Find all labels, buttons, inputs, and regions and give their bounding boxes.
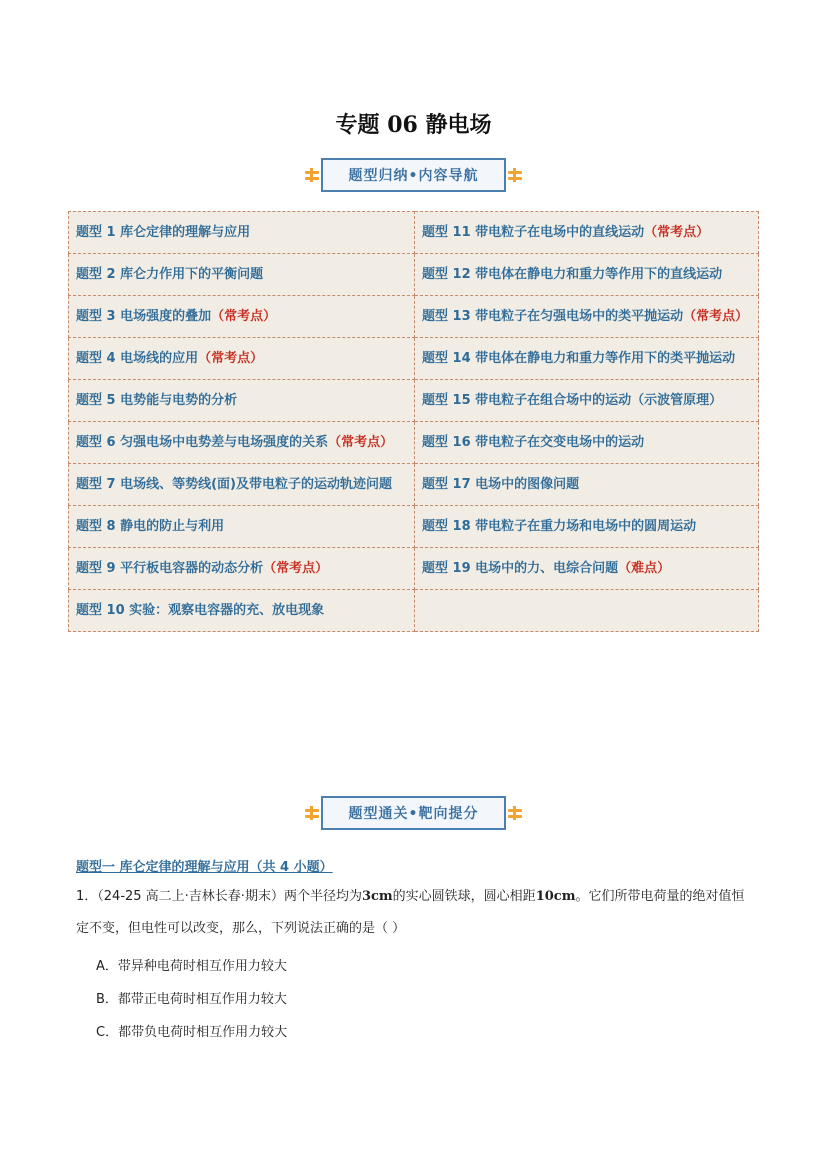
nav-cell <box>69 590 415 632</box>
topic-label: 题型 9 平行板电容器的动态分析 <box>76 561 264 576</box>
nav-row <box>69 422 759 464</box>
nav-row <box>69 212 759 254</box>
nav-cell <box>415 338 759 380</box>
nav-cell <box>69 464 415 506</box>
topic-label: 题型 13 带电粒子在匀强电场中的类平抛运动 <box>422 309 684 324</box>
topic-label: 题型 16 带电粒子在交变电场中的运动 <box>422 435 645 450</box>
topic-label: 题型 4 电场线的应用 <box>76 351 199 366</box>
option-b: B．都带正电荷时相互作用力较大 <box>96 992 287 1007</box>
nav-cell <box>415 464 759 506</box>
nav-banner-label: 题型归纳•内容导航 <box>321 158 507 192</box>
nav-cell <box>415 590 759 632</box>
banner-left-ornament-icon <box>305 806 319 820</box>
topic-navigation-table <box>68 211 759 632</box>
nav-row <box>69 380 759 422</box>
topic-label: 题型 17 电场中的图像问题 <box>422 477 580 492</box>
nav-cell <box>69 380 415 422</box>
nav-row <box>69 506 759 548</box>
nav-row <box>69 548 759 590</box>
nav-row <box>69 338 759 380</box>
topic-tag: （常考点） <box>328 435 394 450</box>
topic-label: 题型 18 带电粒子在重力场和电场中的圆周运动 <box>422 519 697 534</box>
nav-cell <box>415 296 759 338</box>
nav-cell <box>69 296 415 338</box>
practice-banner-label: 题型通关•靶向提分 <box>321 796 507 830</box>
nav-cell <box>69 548 415 590</box>
nav-cell <box>415 548 759 590</box>
banner-right-ornament-icon <box>508 168 522 182</box>
topic-label: 题型 15 带电粒子在组合场中的运动（示波管原理） <box>422 393 723 408</box>
banner-left-ornament-icon <box>305 168 319 182</box>
nav-cell <box>69 506 415 548</box>
topic-label: 题型 6 匀强电场中电势差与电场强度的关系 <box>76 435 329 450</box>
nav-cell <box>415 506 759 548</box>
topic-label: 题型 3 电场强度的叠加 <box>76 309 212 324</box>
nav-cell <box>69 254 415 296</box>
page-title: 专题 06 静电场 <box>335 112 492 138</box>
topic-tag: （常考点） <box>198 351 264 366</box>
topic-tag: （难点） <box>618 561 671 576</box>
topic-tag: （常考点） <box>263 561 329 576</box>
topic-label: 题型 12 带电体在静电力和重力等作用下的直线运动 <box>422 267 723 282</box>
option-a: A．带异种电荷时相互作用力较大 <box>96 959 287 974</box>
topic-label: 题型 14 带电体在静电力和重力等作用下的类平抛运动 <box>422 351 736 366</box>
practice-banner <box>0 795 827 831</box>
nav-row <box>69 590 759 632</box>
nav-cell <box>415 212 759 254</box>
question-1-distance: 10cm <box>535 889 576 904</box>
nav-cell <box>415 254 759 296</box>
option-c: C．都带负电荷时相互作用力较大 <box>96 1025 288 1040</box>
nav-cell <box>415 422 759 464</box>
question-1-prefix: 1．（24-25 高二上·吉林长春·期末）两个半径均为 <box>76 889 362 904</box>
banner-right-ornament-icon <box>508 806 522 820</box>
nav-row <box>69 254 759 296</box>
topic-label: 题型 5 电势能与电势的分析 <box>76 393 238 408</box>
question-1 <box>76 881 756 945</box>
question-1-suffix: 。它们所带电荷量的绝对值恒定不变，但电性可以改变，那么，下列说法正确的是（ ） <box>76 889 745 936</box>
question-1-mid: 的实心圆铁球，圆心相距 <box>392 889 536 904</box>
topic-tag: （常考点） <box>683 309 749 324</box>
topic-label: 题型 7 电场线、等势线(面)及带电粒子的运动轨迹问题 <box>76 477 392 492</box>
section-heading: 题型一 库仑定律的理解与应用（共 4 小题） <box>76 860 333 875</box>
topic-label: 题型 19 电场中的力、电综合问题 <box>422 561 619 576</box>
nav-banner <box>0 157 827 193</box>
topic-label: 题型 8 静电的防止与利用 <box>76 519 225 534</box>
topic-label: 题型 2 库仑力作用下的平衡问题 <box>76 267 264 282</box>
topic-tag: （常考点） <box>211 309 277 324</box>
topic-label: 题型 1 库仑定律的理解与应用 <box>76 225 251 240</box>
nav-row <box>69 464 759 506</box>
nav-cell <box>69 212 415 254</box>
nav-row <box>69 296 759 338</box>
nav-cell <box>69 338 415 380</box>
question-1-radius: 3cm <box>361 889 393 904</box>
nav-cell <box>69 422 415 464</box>
topic-label: 题型 10 实验：观察电容器的充、放电现象 <box>76 603 325 618</box>
topic-tag: （常考点） <box>644 225 710 240</box>
topic-label: 题型 11 带电粒子在电场中的直线运动 <box>422 225 645 240</box>
nav-cell <box>415 380 759 422</box>
